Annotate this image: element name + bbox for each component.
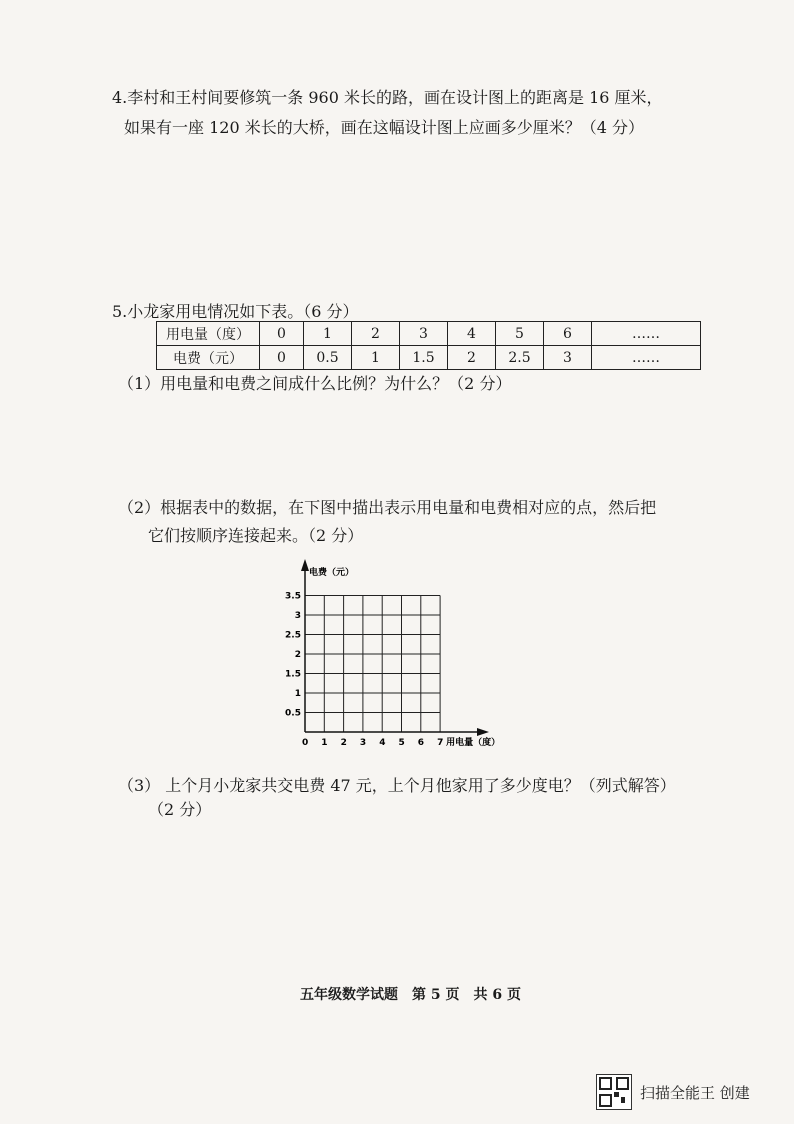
page-footer: 五年级数学试题 第 5 页 共 6 页 [300,987,521,1003]
y-tick-label: 3.5 [285,591,301,602]
x-tick-label: 4 [379,738,386,748]
y-axis-label: 电费（元） [309,568,355,578]
table-row [157,346,701,370]
x-tick-label: 5 [398,738,405,748]
question-5-title: 5.小龙家用电情况如下表。（6 分） [112,302,359,321]
question-4-line-1: 4.李村和王村间要修筑一条 960 米长的路，画在设计图上的距离是 16 厘米， [112,88,663,107]
qr-code-icon [596,1074,632,1110]
y-tick-label: 2.5 [285,630,301,641]
scanner-watermark [596,1074,750,1110]
question-5-part-1: （1）用电量和电费之间成什么比例？为什么？（2 分） [118,374,512,393]
x-tick-label: 0 [302,738,309,748]
y-tick-label: 0.5 [285,708,301,719]
table-row [157,322,701,346]
table-cell: 3 [544,346,592,370]
question-4-line-2: 如果有一座 120 米长的大桥，画在这幅设计图上应画多少厘米？（4 分） [124,118,644,137]
y-tick-labels [285,592,301,719]
y-tick-label: 1.5 [285,669,301,680]
y-tick-label: 2 [294,650,301,660]
y-axis-arrow [301,559,309,571]
x-tick-label: 3 [359,738,367,748]
scanner-label: 扫描全能王 创建 [640,1083,750,1102]
table-cell: 1 [352,346,400,370]
x-tick-label: 7 [437,738,444,748]
table-cell: 1.5 [400,346,448,370]
table-cell: 6 [544,322,592,346]
question-5-part-2-line-1: （2）根据表中的数据，在下图中描出表示用电量和电费相对应的点，然后把 [118,498,657,517]
table-cell: 4 [448,322,496,346]
question-5-part-3-line-2: （2 分） [148,800,212,819]
table-cell: 0 [260,346,304,370]
table-cell: 0.5 [304,346,352,370]
x-tick-label: 2 [340,738,347,748]
table-cell: …… [592,322,701,346]
question-5-part-2-line-2: 它们按顺序连接起来。（2 分） [148,526,364,545]
row-header-cost: 电费（元） [157,346,260,370]
table-cell: 2 [352,322,400,346]
usage-table [156,321,701,370]
table-cell: 5 [496,322,544,346]
table-cell: 2 [448,346,496,370]
row-header-usage: 用电量（度） [157,322,260,346]
table-cell: 3 [400,322,448,346]
y-tick-label: 3 [294,611,301,621]
table-cell: 1 [304,322,352,346]
x-tick-label: 1 [321,738,328,748]
grid-lines [305,596,440,733]
graph-grid-chart [270,555,510,755]
table-cell: 2.5 [496,346,544,370]
axes [301,559,489,736]
x-axis-label: 用电量（度） [446,738,501,748]
table-cell: 0 [260,322,304,346]
y-tick-label: 1 [294,689,301,699]
table-cell: …… [592,346,701,370]
x-tick-labels [302,738,443,748]
x-tick-label: 6 [417,738,425,748]
x-axis-arrow [477,728,489,736]
question-5-part-3-line-1: （3） 上个月小龙家共交电费 47 元，上个月他家用了多少度电？（列式解答） [118,776,676,795]
